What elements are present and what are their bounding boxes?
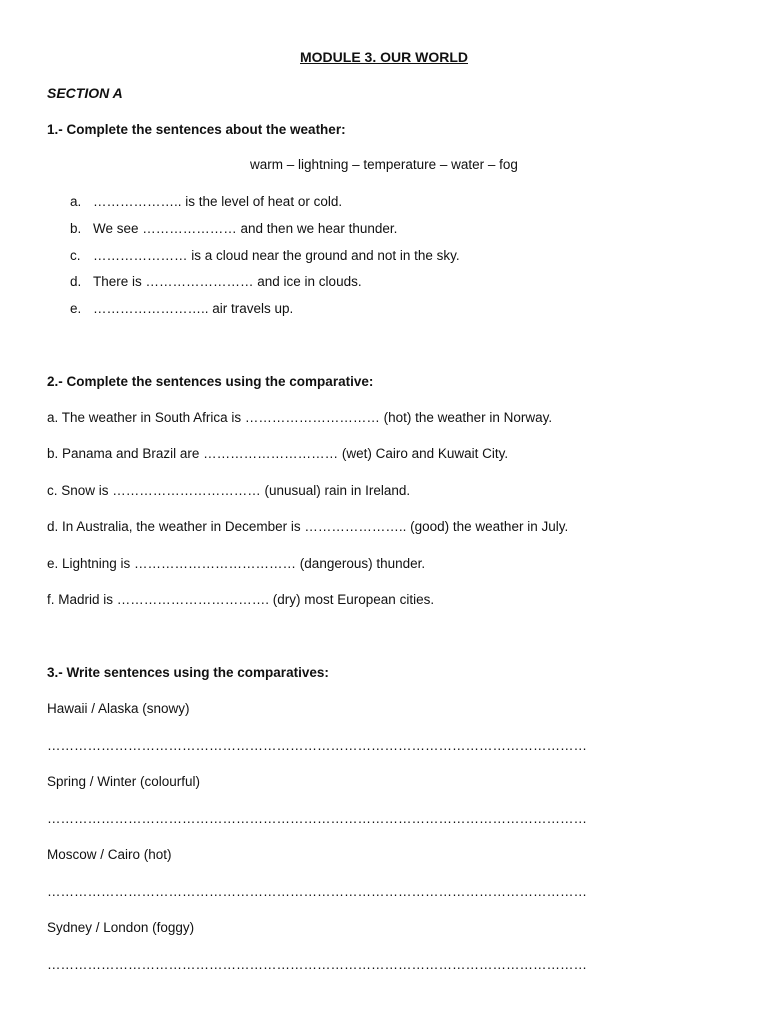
q1-item-letter: b.: [70, 221, 82, 236]
q1-item-letter: e.: [70, 301, 82, 316]
q3-heading: 3.- Write sentences using the comparatives:: [47, 665, 329, 680]
section-heading: SECTION A: [47, 85, 123, 101]
word-bank: warm – lightning – temperature – water – fog: [250, 157, 518, 172]
q3-prompt: Spring / Winter (colourful): [47, 774, 201, 789]
q2-sentence: e. Lightning is ……………………………… (dangerous) thunder.: [47, 556, 426, 571]
q1-item-text: There is …………………… and ice in clouds.: [93, 274, 362, 289]
q3-prompt: Hawaii / Alaska (snowy): [47, 701, 190, 716]
q2-sentence: c. Snow is …………………………… (unusual) rain in Ireland.: [47, 483, 411, 498]
q2-sentence: a. The weather in South Africa is ………………………… (hot) the weather in Norway.: [47, 410, 553, 425]
q1-item-letter: c.: [70, 248, 81, 263]
answer-line: …………………………………………………………………………………………………………: [47, 884, 587, 899]
q1-item-text: We see ………………… and then we hear thunder.: [93, 221, 398, 236]
q3-prompt: Sydney / London (foggy): [47, 920, 195, 935]
q1-item-letter: d.: [70, 274, 82, 289]
q1-item-text: ………………… is a cloud near the ground and not in the sky.: [93, 248, 460, 263]
q2-sentence: b. Panama and Brazil are ………………………… (wet) Cairo and Kuwait City.: [47, 446, 509, 461]
q1-item-text: ……………….. is the level of heat or cold.: [93, 194, 343, 209]
page-title: MODULE 3. OUR WORLD: [300, 49, 468, 65]
q3-prompt: Moscow / Cairo (hot): [47, 847, 172, 862]
q1-heading: 1.- Complete the sentences about the weather:: [47, 122, 346, 137]
answer-line: …………………………………………………………………………………………………………: [47, 957, 587, 972]
q2-sentence: d. In Australia, the weather in December is ………………….. (good) the weather in July.: [47, 519, 569, 534]
answer-line: …………………………………………………………………………………………………………: [47, 811, 587, 826]
answer-line: …………………………………………………………………………………………………………: [47, 738, 587, 753]
q1-item-text: …………………….. air travels up.: [93, 301, 294, 316]
q2-heading: 2.- Complete the sentences using the comparative:: [47, 374, 374, 389]
q1-item-letter: a.: [70, 194, 82, 209]
q2-sentence: f. Madrid is ……………………………. (dry) most European cities.: [47, 592, 435, 607]
